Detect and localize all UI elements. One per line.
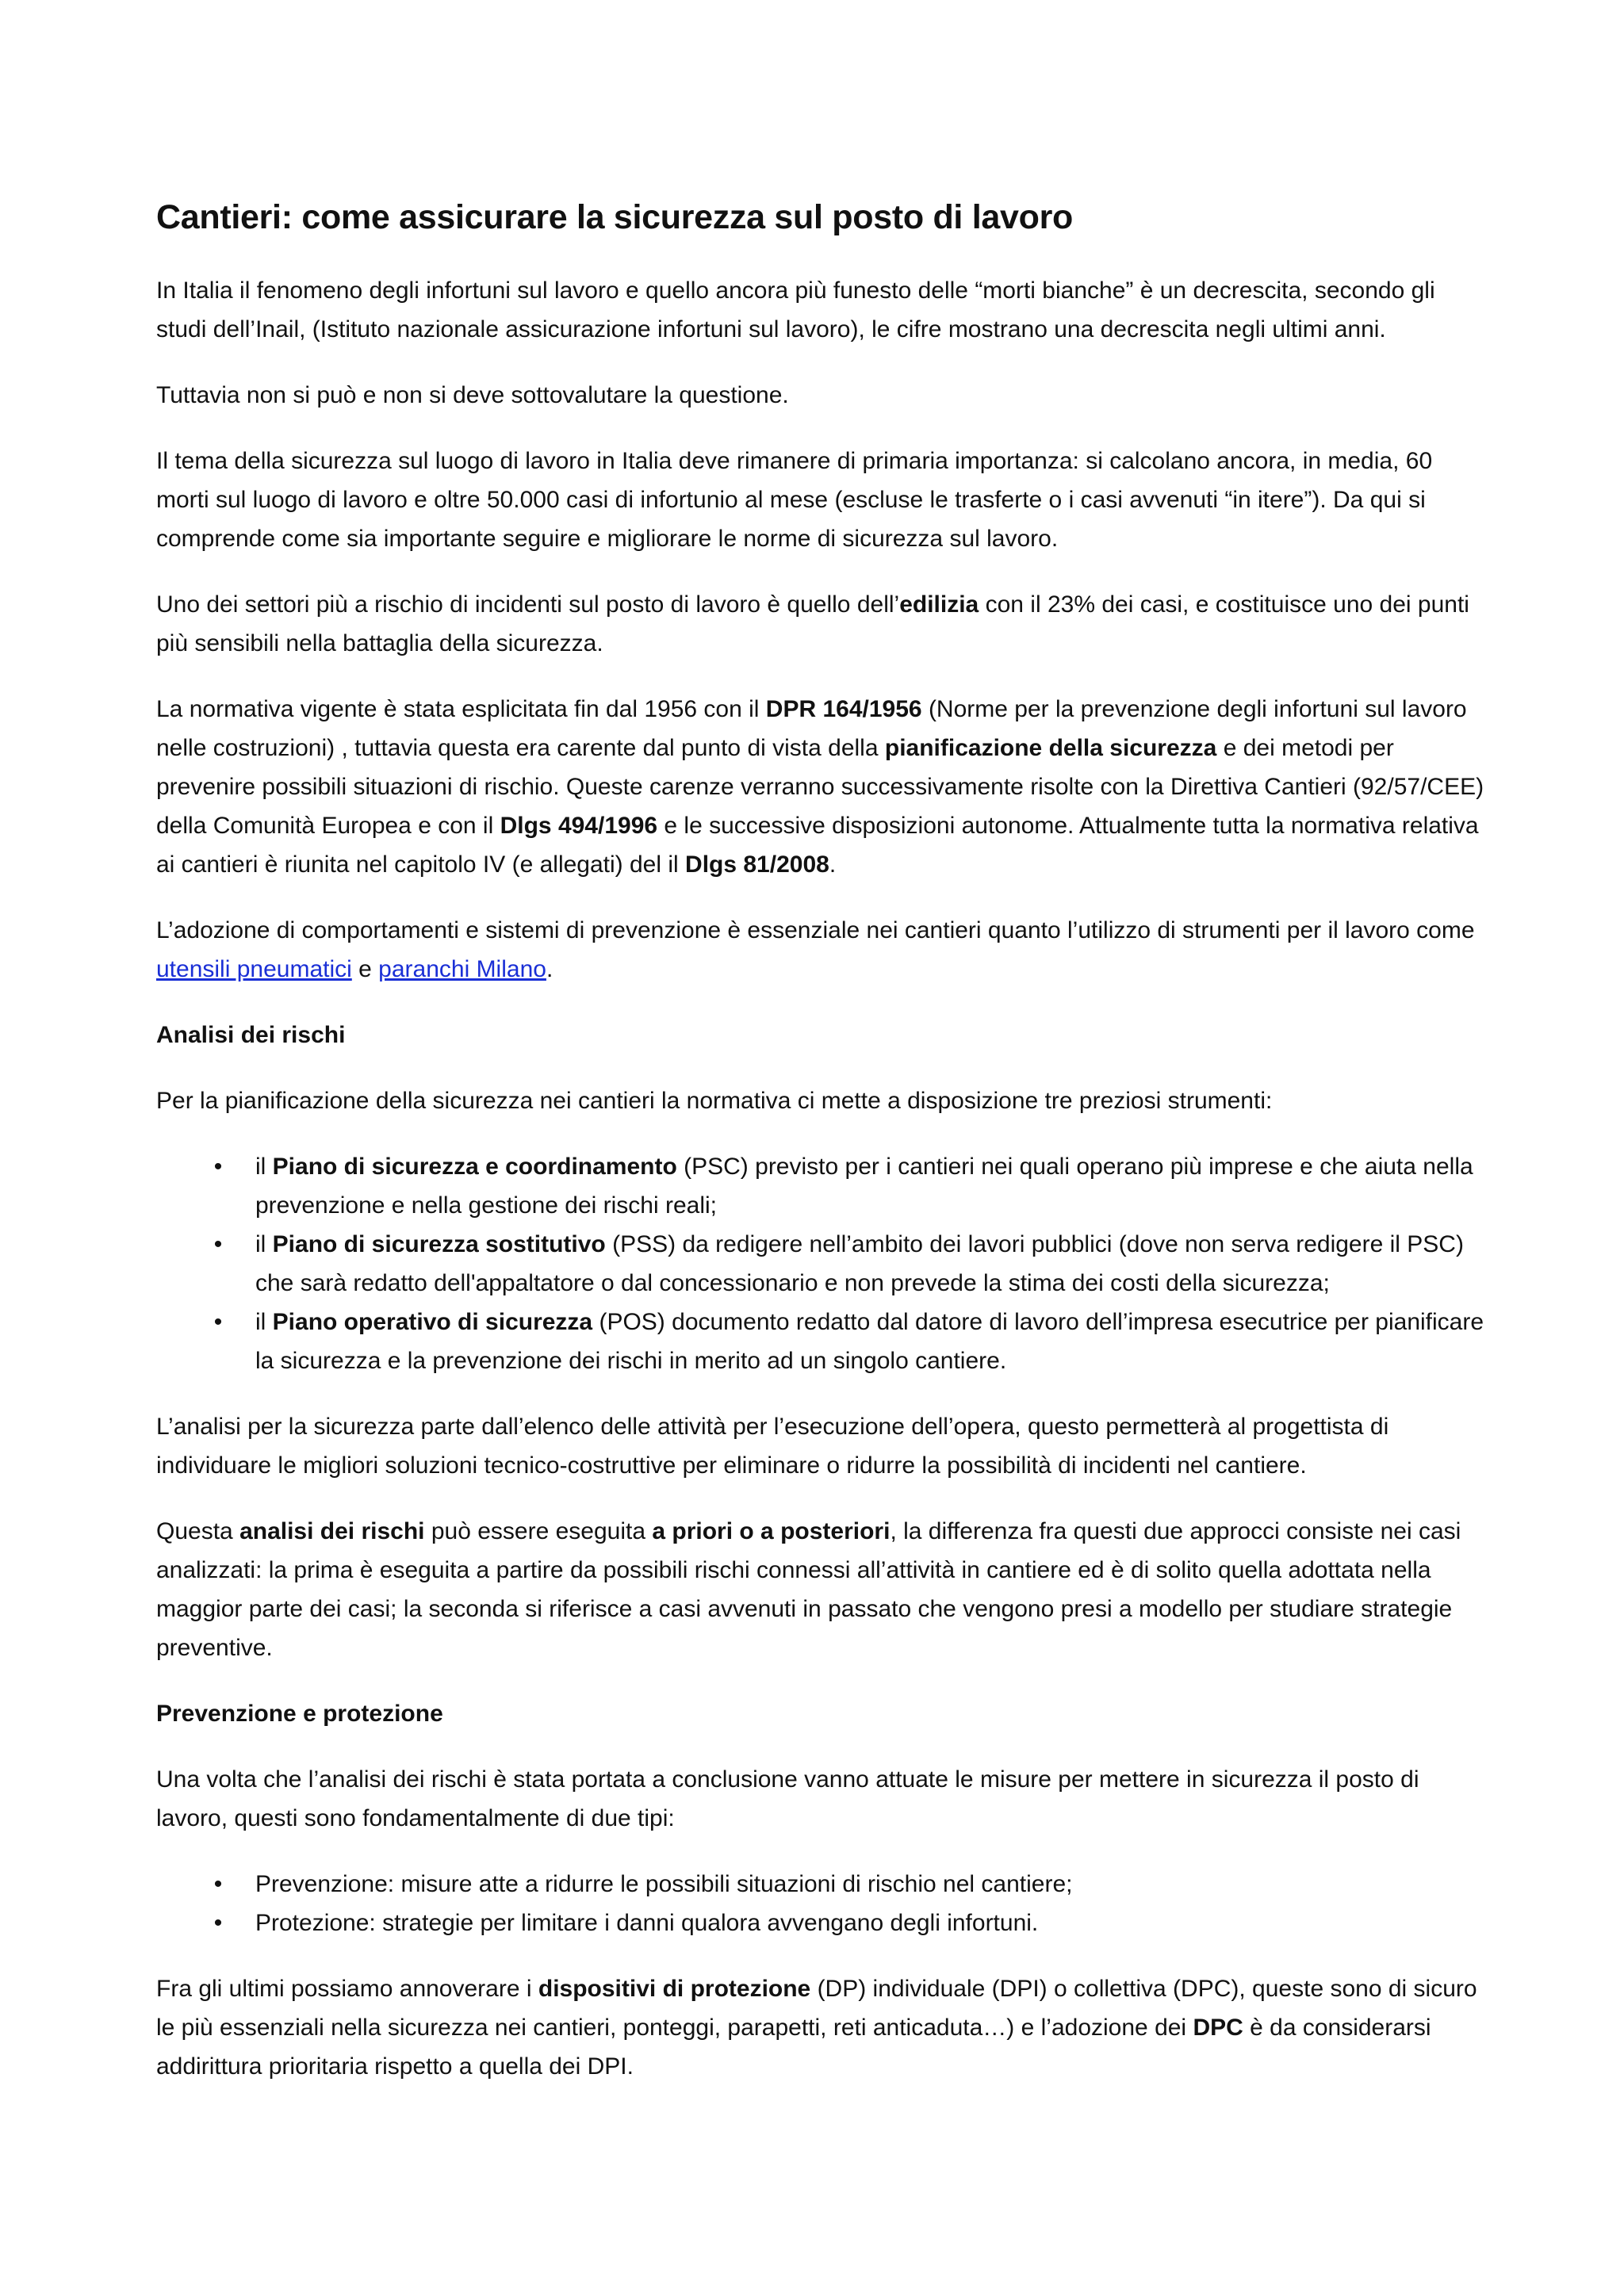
bullet-icon: •	[213, 1309, 223, 1335]
paragraph-misure: Una volta che l’analisi dei rischi è stata portata a conclusione vanno attuate le misure per mettere in sicurezza il posto di lavoro, questi sono fondamentalmente di due tipi:	[156, 1766, 1419, 1831]
bold-analisi-rischi: analisi dei rischi	[239, 1518, 425, 1544]
section-heading-prevenzione: Prevenzione e protezione	[156, 1701, 443, 1727]
bold-pianificazione: pianificazione della sicurezza	[884, 735, 1217, 761]
bold-priori-posteriori: a priori o a posteriori	[652, 1518, 891, 1544]
list-item-pss: • il Piano di sicurezza sostitutivo (PSS) da redigere nell’ambito dei lavori pubblici (dove non serva redigere il PSC) che sarà redatto dell'appaltatore o dal concessionario e non prevede la stima dei costi della sicurezza;	[156, 1225, 1488, 1303]
bullet-icon: •	[213, 1910, 223, 1936]
paragraph-question: Tuttavia non si può e non si deve sottovalutare la questione.	[156, 382, 789, 408]
bold-dpr: DPR 164/1956	[765, 696, 922, 722]
paragraph-edilizia: Uno dei settori più a rischio di incidenti sul posto di lavoro è quello dell’edilizia con il 23% dei casi, e costituisce uno dei punti più sensibili nella battaglia della sicurezza.	[156, 591, 1469, 656]
bold-dlgs-494: Dlgs 494/1996	[500, 813, 658, 839]
paragraph-intro: In Italia il fenomeno degli infortuni sul lavoro e quello ancora più funesto delle “morti bianche” è un decrescita, secondo gli studi dell’Inail, (Istituto nazionale assicurazione infortuni sul lavoro), le cifre mostrano una decrescita negli ultimi anni.	[156, 277, 1435, 342]
paragraph-statistics: Il tema della sicurezza sul luogo di lavoro in Italia deve rimanere di primaria importanza: si calcolano ancora, in media, 60 morti sul luogo di lavoro e oltre 50.000 casi di infortunio al mese (escluse le trasferte o i casi avvenuti “in itere”). Da qui si comprende come sia importante seguire e migliorare le norme di sicurezza sul lavoro.	[156, 448, 1433, 552]
paragraph-strumenti: L’adozione di comportamenti e sistemi di prevenzione è essenziale nei cantieri quanto l’utilizzo di strumenti per il lavoro come utensili pneumatici e paranchi Milano.	[156, 917, 1475, 982]
document-page	[156, 193, 1488, 2113]
bold-dispositivi: dispositivi di protezione	[538, 1976, 811, 2002]
page-title: Cantieri: come assicurare la sicurezza sul posto di lavoro	[156, 198, 1073, 236]
paragraph-pianificazione: Per la pianificazione della sicurezza nei cantieri la normativa ci mette a disposizione tre preziosi strumenti:	[156, 1088, 1273, 1114]
paragraph-analisi-sicurezza: L’analisi per la sicurezza parte dall’elenco delle attività per l’esecuzione dell’opera, questo permetterà al progettista di individuare le migliori soluzioni tecnico-costruttive per eliminare o ridurre la possibilità di incidenti nel cantiere.	[156, 1414, 1389, 1479]
bullet-icon: •	[213, 1871, 223, 1897]
paragraph-approcci: Questa analisi dei rischi può essere eseguita a priori o a posteriori, la differenza fra questi due approcci consiste nei casi analizzati: la prima è eseguita a partire da possibili rischi connessi all’attività in cantiere ed è di solito quella adottata nella maggior parte dei casi; la seconda si riferisce a casi avvenuti in passato che vengono presi a modello per studiare strategie preventive.	[156, 1518, 1461, 1661]
section-heading-analisi: Analisi dei rischi	[156, 1022, 346, 1048]
list-item-psc: • il Piano di sicurezza e coordinamento (PSC) previsto per i cantieri nei quali operano più imprese e che aiuta nella prevenzione e nella gestione dei rischi reali;	[156, 1147, 1488, 1225]
list-piani	[156, 1147, 1488, 1380]
list-item-protezione: • Protezione: strategie per limitare i danni qualora avvengano degli infortuni.	[156, 1904, 1488, 1942]
list-item-prevenzione: • Prevenzione: misure atte a ridurre le possibili situazioni di rischio nel cantiere;	[156, 1865, 1488, 1904]
list-item-pos: • il Piano operativo di sicurezza (POS) documento redatto dal datore di lavoro dell’impresa esecutrice per pianificare la sicurezza e la prevenzione dei rischi in merito ad un singolo cantiere.	[156, 1303, 1488, 1380]
paragraph-normativa: La normativa vigente è stata esplicitata fin dal 1956 con il DPR 164/1956 (Norme per la prevenzione degli infortuni sul lavoro nelle costruzioni) , tuttavia questa era carente dal punto di vista della pianificazione della sicurezza e dei metodi per prevenire possibili situazioni di rischio. Queste carenze verranno successivamente risolte con la Direttiva Cantieri (92/57/CEE) della Comunità Europea e con il Dlgs 494/1996 e le successive disposizioni autonome. Attualmente tutta la normativa relativa ai cantieri è riunita nel capitolo IV (e allegati) del il Dlgs 81/2008.	[156, 696, 1484, 878]
bold-dlgs-81: Dlgs 81/2008	[685, 851, 829, 878]
link-paranchi-milano[interactable]: paranchi Milano	[378, 956, 546, 982]
paragraph-dispositivi: Fra gli ultimi possiamo annoverare i dispositivi di protezione (DP) individuale (DPI) o collettiva (DPC), queste sono di sicuro le più essenziali nella sicurezza nei cantieri, ponteggi, parapetti, reti anticaduta…) e l’adozione dei DPC è da considerarsi addirittura prioritaria rispetto a quella dei DPI.	[156, 1976, 1477, 2080]
bullet-icon: •	[213, 1231, 223, 1257]
bullet-icon: •	[213, 1154, 223, 1180]
link-utensili-pneumatici[interactable]: utensili pneumatici	[156, 956, 352, 982]
bold-edilizia: edilizia	[899, 591, 979, 618]
bold-dpc: DPC	[1193, 2015, 1243, 2041]
list-misure	[156, 1865, 1488, 1942]
